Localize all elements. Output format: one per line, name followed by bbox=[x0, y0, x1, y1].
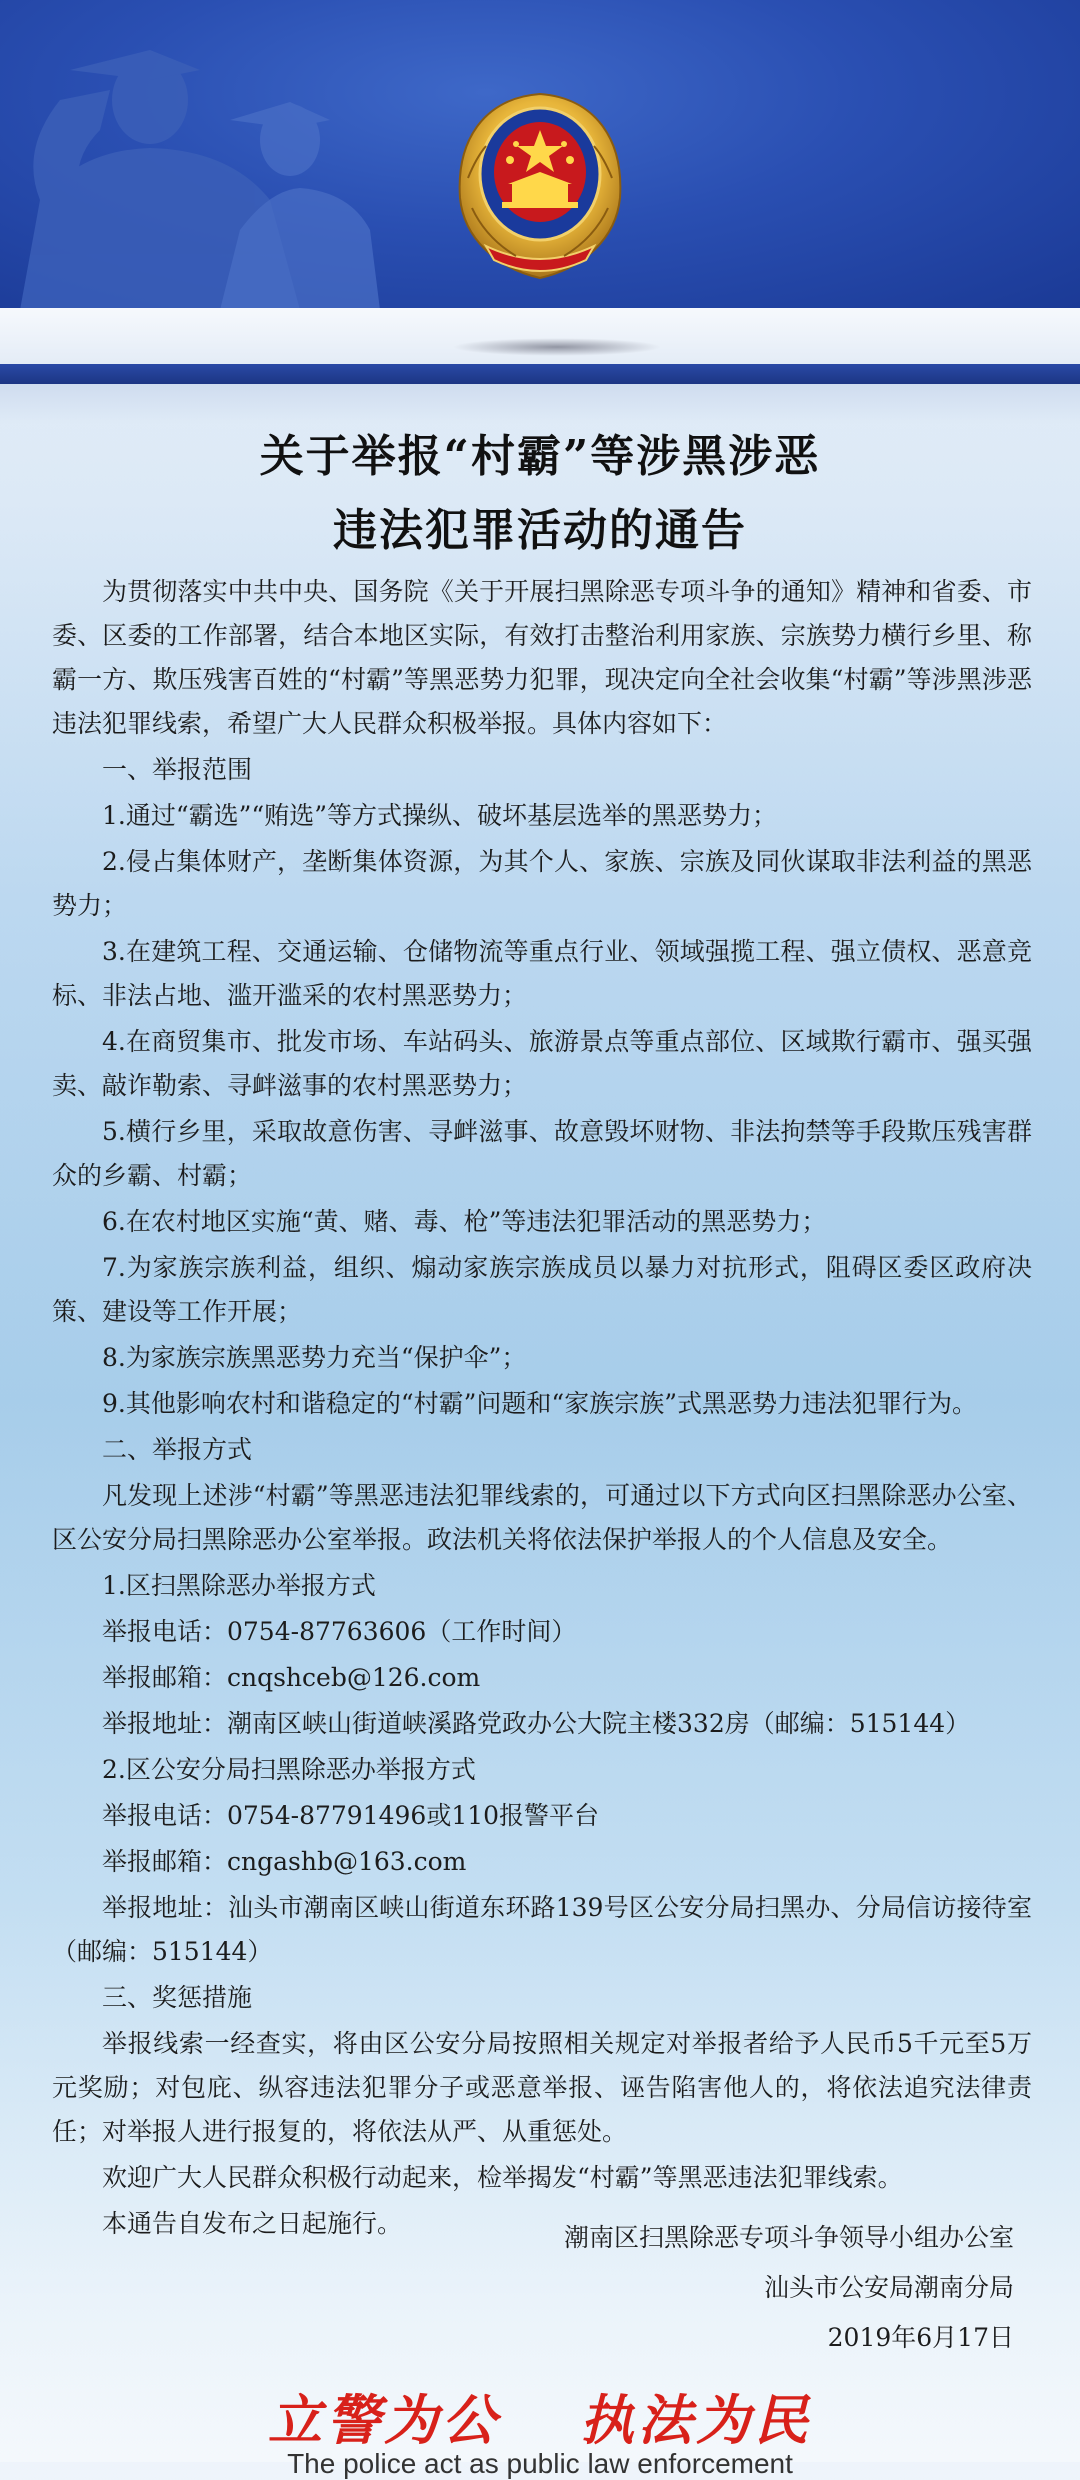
section1-item: 1.通过“霸选”“贿选”等方式操纵、破坏基层选举的黑恶势力； bbox=[102, 801, 777, 830]
section1-item: 6.在农村地区实施“黄、赌、毒、枪”等违法犯罪活动的黑恶势力； bbox=[102, 1207, 827, 1236]
notice-body bbox=[52, 570, 1032, 2248]
section1-item: 4.在商贸集市、批发市场、车站码头、旅游景点等重点部位、区域欺行霸市、强买强卖、敲诈勒索、寻衅滋事的农村黑恶势力； bbox=[52, 1027, 1032, 1100]
section1-item: 2.侵占集体财产，垄断集体资源，为其个人、家族、宗族及同伙谋取非法利益的黑恶势力； bbox=[52, 847, 1032, 920]
slogan bbox=[0, 2378, 1080, 2455]
slogan-english: The police act as public law enforcement bbox=[287, 2448, 793, 2479]
office2-email: 举报邮箱：cngashb@163.com bbox=[102, 1847, 467, 1876]
header-banner bbox=[0, 0, 1080, 400]
section3-text: 举报线索一经查实，将由区公安分局按照相关规定对举报者给予人民币5千元至5万元奖励；对包庇、纵容违法犯罪分子或恶意举报、诬告陷害他人的，将依法追究法律责任；对举报人进行报复的，将依法从严、从重惩处。 bbox=[52, 2029, 1032, 2146]
section1-item: 5.横行乡里，采取故意伤害、寻衅滋事、故意毁坏财物、非法拘禁等手段欺压残害群众的乡霸、村霸； bbox=[52, 1117, 1032, 1190]
section2-intro: 凡发现上述涉“村霸”等黑恶违法犯罪线索的，可通过以下方式向区扫黑除恶办公室、区公安分局扫黑除恶办公室举报。政法机关将依法保护举报人的个人信息及安全。 bbox=[52, 1481, 1032, 1554]
section1-heading: 一、举报范围 bbox=[102, 755, 253, 784]
office2-heading: 2.区公安分局扫黑除恶办举报方式 bbox=[102, 1755, 476, 1784]
notice-title-line2: 违法犯罪活动的通告 bbox=[333, 505, 747, 556]
section1-item: 7.为家族宗族利益，组织、煽动家族宗族成员以暴力对抗形式，阻碍区委区政府决策、建设等工作开展； bbox=[52, 1253, 1032, 1326]
signature-date: 2019年6月17日 bbox=[827, 2323, 1014, 2352]
signature-org2: 汕头市公安局潮南分局 bbox=[763, 2273, 1014, 2302]
banner-stripe-fade bbox=[0, 384, 1080, 424]
signature-org1: 潮南区扫黑除恶专项斗争领导小组办公室 bbox=[563, 2223, 1014, 2252]
slogan-part2: 执法为民 bbox=[580, 2388, 812, 2452]
section1-item: 9.其他影响农村和谐稳定的“村霸”问题和“家族宗族”式黑恶势力违法犯罪行为。 bbox=[102, 1389, 977, 1418]
section3-heading: 三、奖惩措施 bbox=[102, 1983, 253, 2012]
banner-stripe-dark bbox=[0, 364, 1080, 384]
effective-paragraph: 本通告自发布之日起施行。 bbox=[102, 2209, 403, 2238]
office1-phone: 举报电话：0754-87763606（工作时间） bbox=[102, 1617, 577, 1646]
office1-email: 举报邮箱：cnqshceb@126.com bbox=[102, 1663, 481, 1692]
emblem-shadow bbox=[452, 338, 662, 356]
office1-address: 举报地址：潮南区峡山街道峡溪路党政办公大院主楼332房（邮编：515144） bbox=[102, 1709, 971, 1738]
office2-address: 举报地址：汕头市潮南区峡山街道东环路139号区公安分局扫黑办、分局信访接待室（邮编：515144） bbox=[52, 1893, 1032, 1966]
office1-heading: 1.区扫黑除恶办举报方式 bbox=[102, 1571, 376, 1600]
section1-item: 8.为家族宗族黑恶势力充当“保护伞”； bbox=[102, 1343, 527, 1372]
office2-phone: 举报电话：0754-87791496或110报警平台 bbox=[102, 1801, 600, 1830]
notice-title-line1: 关于举报“村霸”等涉黑涉恶 bbox=[259, 431, 821, 482]
slogan-part1: 立警为公 bbox=[268, 2388, 500, 2452]
intro-paragraph: 为贯彻落实中共中央、国务院《关于开展扫黑除恶专项斗争的通知》精神和省委、市委、区委的工作部署，结合本地区实际，有效打击整治利用家族、宗族势力横行乡里、称霸一方、欺压残害百姓的“村霸”等黑恶势力犯罪，现决定向全社会收集“村霸”等涉黑涉恶违法犯罪线索，希望广大人民群众积极举报。具体内容如下： bbox=[52, 577, 1032, 738]
section2-heading: 二、举报方式 bbox=[102, 1435, 253, 1464]
police-emblem-icon bbox=[446, 88, 634, 284]
saluting-police-silhouette-icon bbox=[0, 30, 380, 308]
section1-item: 3.在建筑工程、交通运输、仓储物流等重点行业、领域强揽工程、强立债权、恶意竞标、非法占地、滥开滥采的农村黑恶势力； bbox=[52, 937, 1032, 1010]
closing-paragraph: 欢迎广大人民群众积极行动起来，检举揭发“村霸”等黑恶违法犯罪线索。 bbox=[102, 2163, 903, 2192]
